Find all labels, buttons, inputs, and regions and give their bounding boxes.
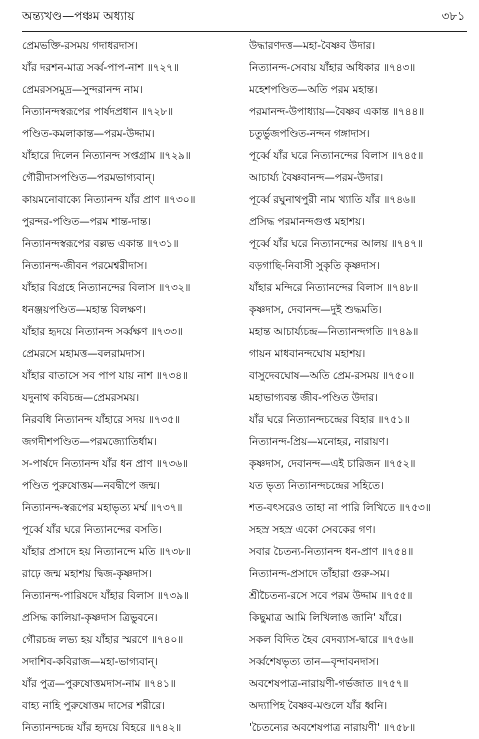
verse-line: পণ্ডিত পুরুষোত্তম—নবদ্বীপে জন্ম। <box>22 480 161 492</box>
verse-line: শত-বৎসরেও তাহা না পারি লিখিতে ॥৭৫৩॥ <box>249 502 431 514</box>
verse-line: অদ্যাপিহ বৈষ্ণব-মণ্ডলে যাঁর ধ্বনি। <box>249 700 388 712</box>
verse-line: নিত্যানন্দস্বরূপের বল্লভ একান্ত ॥৭৩১॥ <box>22 238 179 250</box>
verse-line: নিত্যানন্দস্বরূপের পার্ষদপ্রধান ॥৭২৮॥ <box>22 106 174 118</box>
verse-line: যাঁর পুত্র—পুরুষোত্তমদাস-নাম ॥৭৪১॥ <box>22 678 176 690</box>
verse-line: প্রসিদ্ধ কালিয়া-কৃষ্ণদাস ত্রিভুবনে। <box>22 612 158 624</box>
verse-line: পূর্ব্বে যাঁর ঘরে নিত্যানন্দের আলয় ॥৭৪৭॥ <box>249 238 423 250</box>
verse-line: যাঁহারে দিলেন নিত্যানন্দ সপ্তগ্রাম ॥৭২৯॥ <box>22 150 191 162</box>
verse-line: পূর্ব্বে যাঁর ঘরে নিত্যানন্দের বসতি। <box>22 524 162 536</box>
page-header <box>22 8 465 28</box>
verse-line: গৌরীদাসপণ্ডিত—পরমভাগ্যবান্। <box>22 172 155 184</box>
verse-line: কৃষ্ণদাস, দেবানন্দ—দুই শুদ্ধমতি। <box>249 304 382 316</box>
verse-line: নিত্যানন্দ-জীবন পরমেশ্বরীদাস। <box>22 260 148 272</box>
verse-line: যাঁহার মন্দিরে নিত্যানন্দের বিলাস ॥৭৪৮॥ <box>249 282 419 294</box>
verse-line: যাঁহার বাতাসে সব পাপ যায় নাশ ॥৭৩৪॥ <box>22 370 188 382</box>
verse-line: শ্রীচৈতন্য-রসে সবে পরম উদ্দাম ॥৭৫৫॥ <box>249 590 413 602</box>
verse-line: নিরবধি নিত্যানন্দ যাঁহারে সদয় ॥৭৩৫॥ <box>22 414 181 426</box>
verse-line: আচার্য্য বৈষ্ণবানন্দ—পরম-উদার। <box>249 172 384 184</box>
text-columns <box>22 35 467 739</box>
verse-line: নিত্যানন্দচন্দ্র যাঁর হৃদয়ে বিহরে ॥৭৪২॥ <box>22 722 182 734</box>
verse-line: মহান্ত আচার্য্যচন্দ্র—নিত্যানন্দগতি ॥৭৪৯॥ <box>249 326 419 338</box>
verse-line: প্রেমরসসমুদ্র—সুন্দরানন্দ নাম। <box>22 84 143 96</box>
verse-line: সবার চৈতন্য-নিত্যানন্দ ধন-প্রাণ ॥৭৫৪॥ <box>249 546 414 558</box>
verse-line: গায়ন মাধবানন্দঘোষ মহাশয়। <box>249 348 366 360</box>
verse-line: নিত্যানন্দ-সেবায় যাঁহার অধিকার ॥৭৪৩॥ <box>249 62 416 74</box>
verse-line: বাহ্য নাহি পুরুষোত্তম দাসের শরীরে। <box>22 700 165 712</box>
verse-line: নিত্যানন্দ-প্রসাদে তাঁহারা গুরু-সম। <box>249 568 390 580</box>
page-number: ৩৮১ <box>441 9 465 23</box>
verse-line: পুরন্দর-পণ্ডিত—পরম শান্ত-দান্ত। <box>22 216 151 228</box>
verse-line: পরমানন্দ-উপাধ্যায়—বৈষ্ণব একান্ত ॥৭৪৪॥ <box>249 106 425 118</box>
verse-line: গৌরচন্দ্র লভ্য হয় যাঁহার স্মরণে ॥৭৪০॥ <box>22 634 184 646</box>
verse-line: বড়গাছি-নিবাসী সুকৃতি কৃষ্ণদাস। <box>249 260 380 272</box>
verse-line: সর্ব্বশেষভৃত্য তান—বৃন্দাবনদাস। <box>249 656 380 668</box>
verse-line: স-পার্ষদে নিত্যানন্দ যাঁর ধন প্রাণ ॥৭৩৬॥ <box>22 458 188 470</box>
verse-line: অবশেষপাত্র-নারায়ণী-গর্ভজাত ॥৭৫৭॥ <box>249 678 409 690</box>
verse-line: বাসুদেবঘোষ—অতি প্রেম-রসময় ॥৭৫০॥ <box>249 370 415 382</box>
chapter-title: অন্ত্যখণ্ড—পঞ্চম অধ্যায় <box>22 9 135 23</box>
verse-line: সদাশিব-কবিরাজ—মহা-ভাগ্যবান্। <box>22 656 158 668</box>
verse-line: নিত্যানন্দ-স্বরূপের মহাভৃত্য মর্ম্ম ॥৭৩৭॥ <box>22 502 183 514</box>
verse-line: মহাভাগ্যবন্ত জীব-পণ্ডিত উদার। <box>249 392 378 404</box>
verse-line: নিত্যানন্দ-পারিষদে যাঁহার বিলাস ॥৭৩৯॥ <box>22 590 189 602</box>
verse-line: প্রেমভক্তি-রসময় গদাধরদাস। <box>22 40 138 52</box>
verse-line: পূর্ব্বে রঘুনাথপুরী নাম খ্যাতি যাঁর ॥৭৪৬॥ <box>249 194 416 206</box>
verse-line: সহস্র সহস্র একো সেবকের গণ। <box>249 524 376 536</box>
verse-line: উদ্ধারণদত্ত—মহা-বৈষ্ণব উদার। <box>249 40 376 52</box>
verse-line: সকল বিদিত হৈব বেদব্যাস-দ্বারে ॥৭৫৬॥ <box>249 634 414 646</box>
verse-line: যাঁহার প্রসাদে হয় নিত্যানন্দে মতি ॥৭৩৮॥ <box>22 546 191 558</box>
verse-line: যাঁহার বিগ্রহে নিত্যানন্দের বিলাস ॥৭৩২॥ <box>22 282 191 294</box>
verse-line: কায়মনোবাক্যে নিত্যানন্দ যাঁর প্রাণ ॥৭৩০॥ <box>22 194 196 206</box>
verse-line: ধনঞ্জয়পণ্ডিত—মহান্ত বিলক্ষণ। <box>22 304 146 316</box>
verse-line: যত ভৃত্য নিত্যানন্দচন্দ্রের সহিতে। <box>249 480 384 492</box>
verse-line: 'চৈতন্যের অবশেষপাত্র নারায়ণী' ॥৭৫৮॥ <box>249 722 416 734</box>
verse-line: প্রসিদ্ধ পরমানন্দগুপ্ত মহাশয়। <box>249 216 365 228</box>
verse-line: কিছুমাত্র আমি লিখিলাঙ জানি' যাঁরে। <box>249 612 402 624</box>
header-divider <box>22 31 467 32</box>
verse-line: নিত্যানন্দ-প্রিয়—মনোহর, নারায়ণ। <box>249 436 389 448</box>
right-column <box>249 35 467 739</box>
verse-line: পূর্ব্বে যাঁর ঘরে নিত্যানন্দের বিলাস ॥৭৪৫॥ <box>249 150 424 162</box>
verse-line: যাঁহার হৃদয়ে নিত্যানন্দ সর্ব্বক্ষণ ॥৭৩৩॥ <box>22 326 183 338</box>
verse-line: রাঢ়ে জন্ম মহাশয় দ্বিজ-কৃষ্ণদাস। <box>22 568 152 580</box>
verse-line: জগদীশপণ্ডিত—পরমজ্যোতির্ধাম। <box>22 436 157 448</box>
verse-line: যাঁর দরশন-মাত্র সর্ব্ব-পাপ-নাশ ॥৭২৭॥ <box>22 62 179 74</box>
verse-line: যাঁর ঘরে নিত্যানন্দচন্দ্রের বিহার ॥৭৫১॥ <box>249 414 410 426</box>
verse-line: পণ্ডিত-কমলাকান্ত—পরম-উদ্দাম। <box>22 128 155 140</box>
verse-line: মহেশপণ্ডিত—অতি পরম মহান্ত। <box>249 84 378 96</box>
verse-line: কৃষ্ণদাস, দেবানন্দ—এই চারিজন ॥৭৫২॥ <box>249 458 416 470</box>
verse-line: যদুনাথ কবিচন্দ্র—প্রেমরসময়। <box>22 392 140 404</box>
verse-line: প্রেমরসে মহামত্ত—বলরামদাস। <box>22 348 145 360</box>
left-column <box>22 35 240 739</box>
verse-line: চতুর্ভুজপণ্ডিত-নন্দন গঙ্গাদাস। <box>249 128 370 140</box>
